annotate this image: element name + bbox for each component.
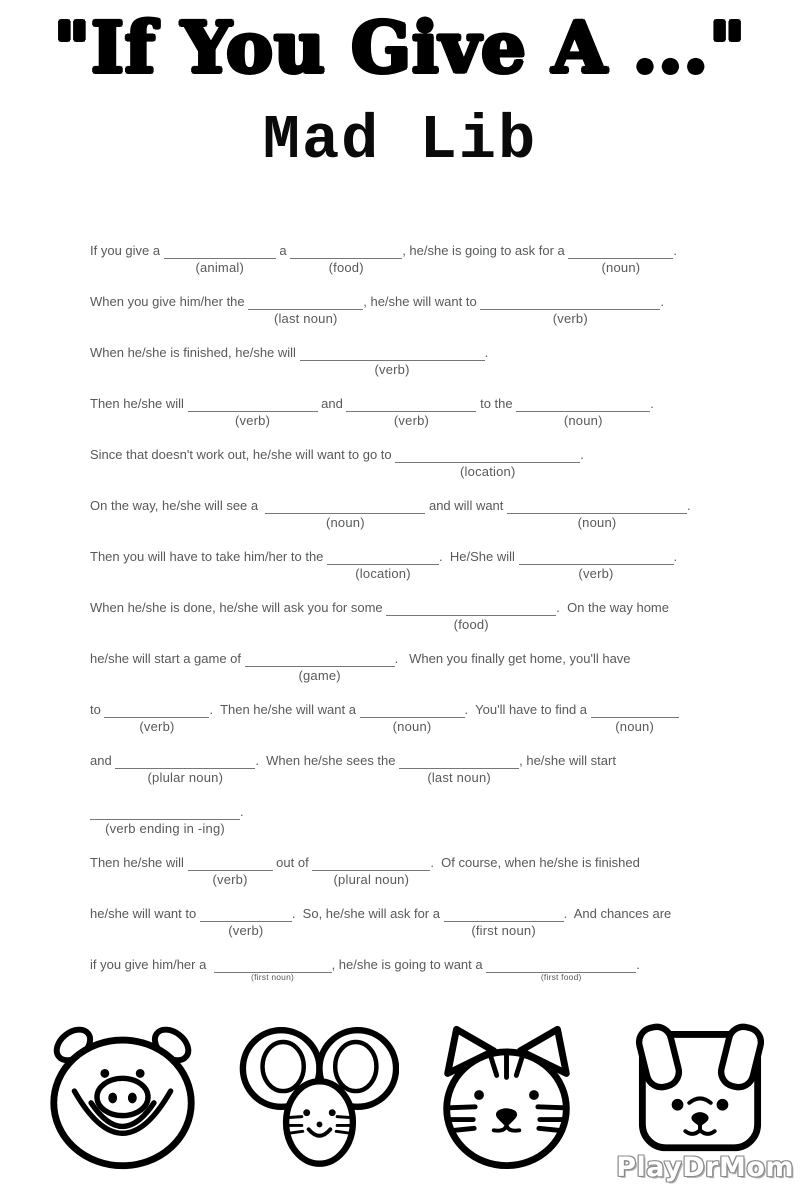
fill-in-blank[interactable]	[200, 907, 292, 938]
sentence-text: , he/she is going to ask for a	[402, 243, 569, 258]
fill-in-blank[interactable]	[164, 244, 276, 275]
sentence-text: .	[580, 447, 584, 462]
fill-in-blank[interactable]	[115, 754, 255, 785]
watermark: PlayDrMom	[616, 1152, 794, 1183]
blank-hint-label: (noun)	[577, 515, 617, 530]
blank-hint-label: (game)	[298, 668, 341, 683]
fill-in-blank[interactable]	[399, 754, 519, 785]
blank-hint-label: (noun)	[601, 260, 641, 275]
sentence-text: .	[660, 294, 664, 309]
sentence-text: . When you finally get home, you'll have	[394, 651, 631, 666]
fill-in-blank[interactable]	[346, 397, 476, 428]
fill-in-blank[interactable]	[519, 550, 674, 581]
madlib-line	[90, 345, 738, 396]
madlib-line	[90, 294, 738, 345]
blank-hint-label: (verb)	[234, 413, 271, 428]
blank-hint-label: (first noun)	[251, 972, 295, 982]
sentence-text: and	[90, 753, 116, 768]
sentence-text: . When he/she sees the	[255, 753, 400, 768]
blank-hint-label: (noun)	[392, 719, 432, 734]
blank-hint-label: (plular noun)	[147, 770, 224, 785]
sentence-text: , he/she is going to want a	[331, 957, 487, 972]
sentence-text: . He/She will	[439, 549, 519, 564]
fill-in-blank[interactable]	[507, 499, 687, 530]
sentence-text: , he/she will want to	[363, 294, 481, 309]
sentence-text: a	[275, 243, 291, 258]
sentence-text: to	[90, 702, 105, 717]
fill-in-blank[interactable]	[360, 703, 465, 734]
sentence-text: When he/she is finished, he/she will	[90, 345, 300, 360]
madlib-line	[90, 396, 738, 447]
madlib-lines	[90, 243, 738, 1008]
sentence-text: On the way, he/she will see a	[90, 498, 266, 513]
blank-hint-label: (verb)	[228, 923, 264, 938]
sentence-text: . You'll have to find a	[464, 702, 591, 717]
pig-face-icon	[42, 1022, 204, 1175]
cat-face-icon	[431, 1022, 583, 1175]
sentence-text: .	[240, 804, 244, 819]
madlib-line	[90, 549, 738, 600]
blank-hint-label: (location)	[355, 566, 411, 581]
fill-in-blank[interactable]	[327, 550, 439, 581]
madlib-line	[90, 498, 738, 549]
mouse-face-icon	[237, 1022, 399, 1175]
sentence-text: .	[636, 957, 640, 972]
sentence-text: Then you will have to take him/her to the	[90, 549, 328, 564]
blank-hint-label: (animal)	[195, 260, 244, 275]
blank-hint-label: (verb ending in -ing)	[105, 821, 225, 836]
fill-in-blank[interactable]	[312, 856, 430, 887]
fill-in-blank[interactable]	[300, 346, 485, 377]
sentence-text: .	[484, 345, 489, 360]
sentence-text: . Then he/she will want a	[209, 702, 360, 717]
blank-hint-label: (noun)	[615, 719, 655, 734]
sentence-text: , he/she will start	[519, 753, 616, 768]
blank-hint-label: (first food)	[540, 972, 582, 982]
blank-hint-label: (verb)	[393, 413, 430, 428]
madlib-line	[90, 804, 738, 855]
blank-hint-label: (last noun)	[427, 770, 491, 785]
sentence-text: .	[673, 549, 678, 564]
blank-hint-label: (noun)	[563, 413, 603, 428]
blank-hint-label: (food)	[453, 617, 489, 632]
madlib-line	[90, 855, 738, 906]
madlib-line	[90, 447, 738, 498]
page-title: "If You Give A ..."	[53, 6, 747, 89]
sentence-text: and	[317, 396, 347, 411]
sentence-text: Since that doesn't work out, he/she will want to go to	[90, 447, 396, 462]
sentence-text: to the	[476, 396, 517, 411]
fill-in-blank[interactable]	[245, 652, 395, 683]
sentence-text: and will want	[425, 498, 508, 513]
sentence-text: out of	[272, 855, 313, 870]
madlib-line	[90, 243, 738, 294]
sentence-text: he/she will want to	[90, 906, 200, 921]
fill-in-blank[interactable]	[188, 856, 273, 887]
sentence-text: Then he/she will	[90, 855, 188, 870]
madlib-line	[90, 753, 738, 804]
sentence-text: .	[650, 396, 654, 411]
fill-in-blank[interactable]	[248, 295, 363, 326]
fill-in-blank[interactable]	[188, 397, 318, 428]
blank-hint-label: (location)	[460, 464, 516, 479]
fill-in-blank[interactable]	[290, 244, 402, 275]
fill-in-blank[interactable]	[395, 448, 580, 479]
fill-in-blank[interactable]	[214, 958, 332, 982]
sentence-text: . And chances are	[563, 906, 672, 921]
fill-in-blank[interactable]	[591, 703, 679, 734]
sentence-text: If you give a	[90, 243, 164, 258]
sentence-text: When he/she is done, he/she will ask you for some	[90, 600, 387, 615]
madlib-line	[90, 906, 738, 957]
fill-in-blank[interactable]	[480, 295, 660, 326]
madlib-line	[90, 702, 738, 753]
sentence-text: he/she will start a game of	[90, 651, 245, 666]
blank-hint-label: (verb)	[578, 566, 614, 581]
blank-hint-label: (verb)	[212, 872, 248, 887]
blank-hint-label: (verb)	[374, 362, 410, 377]
fill-in-blank[interactable]	[486, 958, 636, 982]
sentence-text: .	[687, 498, 691, 513]
fill-in-blank[interactable]	[90, 805, 240, 836]
blank-hint-label: (verb)	[552, 311, 588, 326]
blank-hint-label: (plural noun)	[333, 872, 410, 887]
fill-in-blank[interactable]	[568, 244, 673, 275]
madlib-line	[90, 651, 738, 702]
fill-in-blank[interactable]	[444, 907, 564, 938]
sentence-text: . On the way home	[556, 600, 669, 615]
fill-in-blank[interactable]	[104, 703, 209, 734]
fill-in-blank[interactable]	[265, 499, 425, 530]
sentence-text: . Of course, when he/she is finished	[430, 855, 640, 870]
sentence-text: if you give him/her a	[90, 957, 214, 972]
sentence-text: . So, he/she will ask for a	[291, 906, 444, 921]
blank-hint-label: (verb)	[139, 719, 175, 734]
blank-hint-label: (last noun)	[273, 311, 338, 326]
sentence-text: When you give him/her the	[90, 294, 249, 309]
blank-hint-label: (noun)	[325, 515, 365, 530]
fill-in-blank[interactable]	[516, 397, 650, 428]
blank-hint-label: (food)	[328, 260, 364, 275]
page-subtitle: Mad Lib	[262, 105, 538, 176]
madlib-line	[90, 957, 738, 1008]
sentence-text: Then he/she will	[90, 396, 188, 411]
madlib-line	[90, 600, 738, 651]
sentence-text: .	[673, 243, 678, 258]
fill-in-blank[interactable]	[386, 601, 556, 632]
blank-hint-label: (first noun)	[471, 923, 536, 938]
